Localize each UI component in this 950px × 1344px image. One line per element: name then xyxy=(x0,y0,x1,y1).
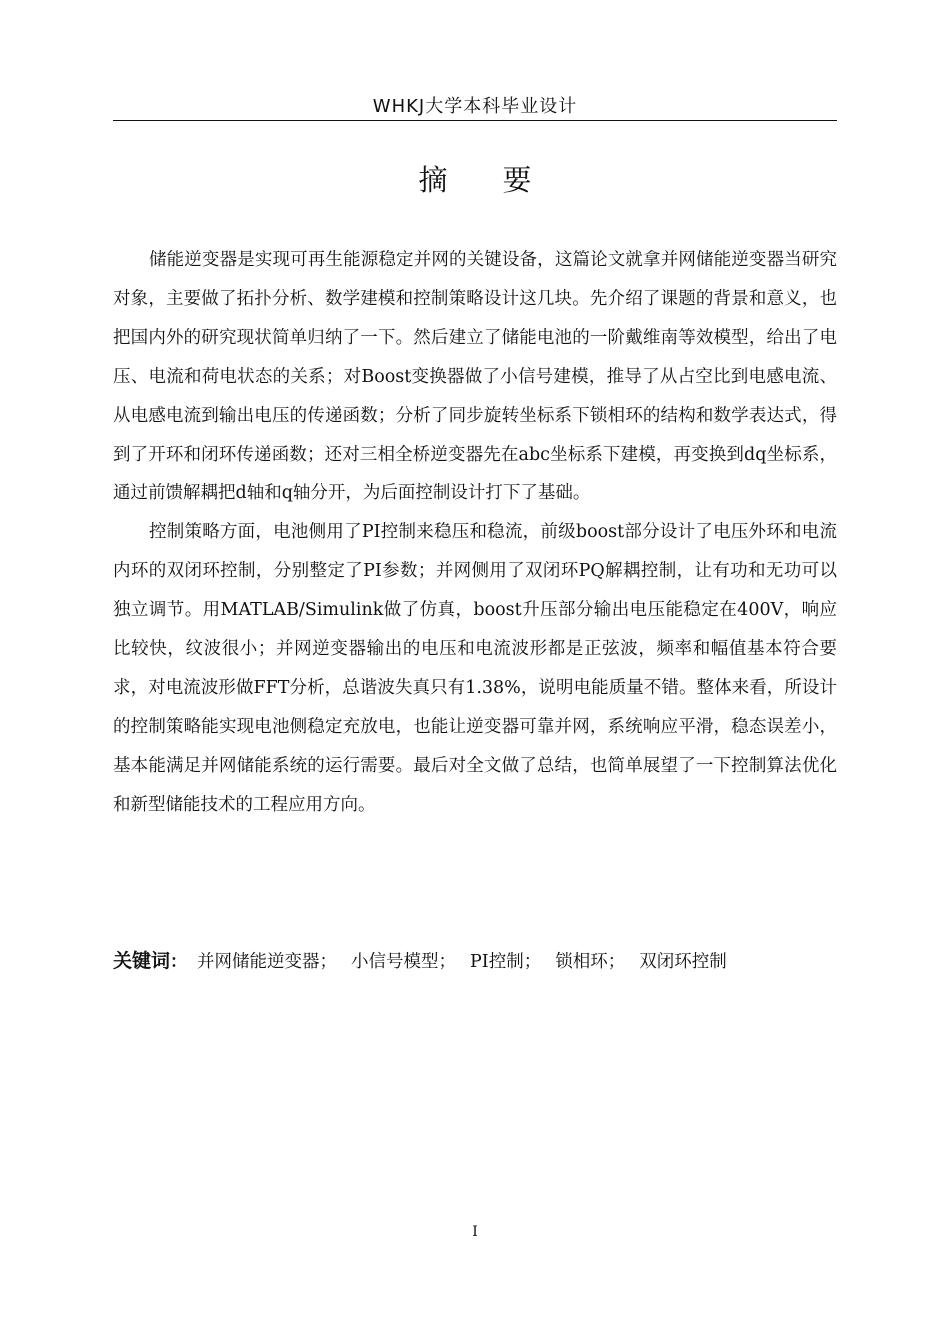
page-header xyxy=(113,94,837,121)
abstract-body xyxy=(113,241,837,825)
keywords-line xyxy=(113,946,837,977)
keyword-item: 小信号模型； xyxy=(351,952,457,972)
keywords-label: 关键词 xyxy=(113,950,171,972)
keyword-item: 双闭环控制 xyxy=(639,952,727,972)
abstract-paragraph: 储能逆变器是实现可再生能源稳定并网的关键设备，这篇论文就拿并网储能逆变器当研究对象，主要做了拓扑分析、数学建模和控制策略设计这几块。先介绍了课题的背景和意义，也把国内外的研究现状简单归纳了一下。然后建立了储能电池的一阶戴维南等效模型，给出了电压、电流和荷电状态的关系；对Boost变换器做了小信号建模，推导了从占空比到电感电流、从电感电流到输出电压的传递函数；分析了同步旋转坐标系下锁相环的结构和数学表达式，得到了开环和闭环传递函数；还对三相全桥逆变器先在abc坐标系下建模，再变换到dq坐标系，通过前馈解耦把d轴和q轴分开，为后面控制设计打下了基础。 xyxy=(113,250,837,504)
keyword-item: 锁相环； xyxy=(555,952,626,972)
keyword-item: 并网储能逆变器； xyxy=(197,952,338,972)
abstract-title: 摘要 xyxy=(418,163,587,197)
keyword-item: PI控制； xyxy=(470,952,542,972)
keywords-colon: ： xyxy=(170,952,188,972)
header-text: WHKJ大学本科毕业设计 xyxy=(372,96,578,117)
page-number: I xyxy=(472,1224,478,1240)
abstract-paragraph: 控制策略方面，电池侧用了PI控制来稳压和稳流，前级boost部分设计了电压外环和电流内环的双闭环控制，分别整定了PI参数；并网侧用了双闭环PQ解耦控制，让有功和无功可以独立调节。用MATLAB/Simulink做了仿真，boost升压部分输出电压能稳定在400V，响应比较快，纹波很小；并网逆变器输出的电压和电流波形都是正弦波，频率和幅值基本符合要求，对电流波形做FFT分析，总谐波失真只有1.38%，说明电能质量不错。整体来看，所设计的控制策略能实现电池侧稳定充放电，也能让逆变器可靠并网，系统响应平滑，稳态误差小，基本能满足并网储能系统的运行需要。最后对全文做了总结，也简单展望了一下控制算法优化和新型储能技术的工程应用方向。 xyxy=(113,522,837,815)
